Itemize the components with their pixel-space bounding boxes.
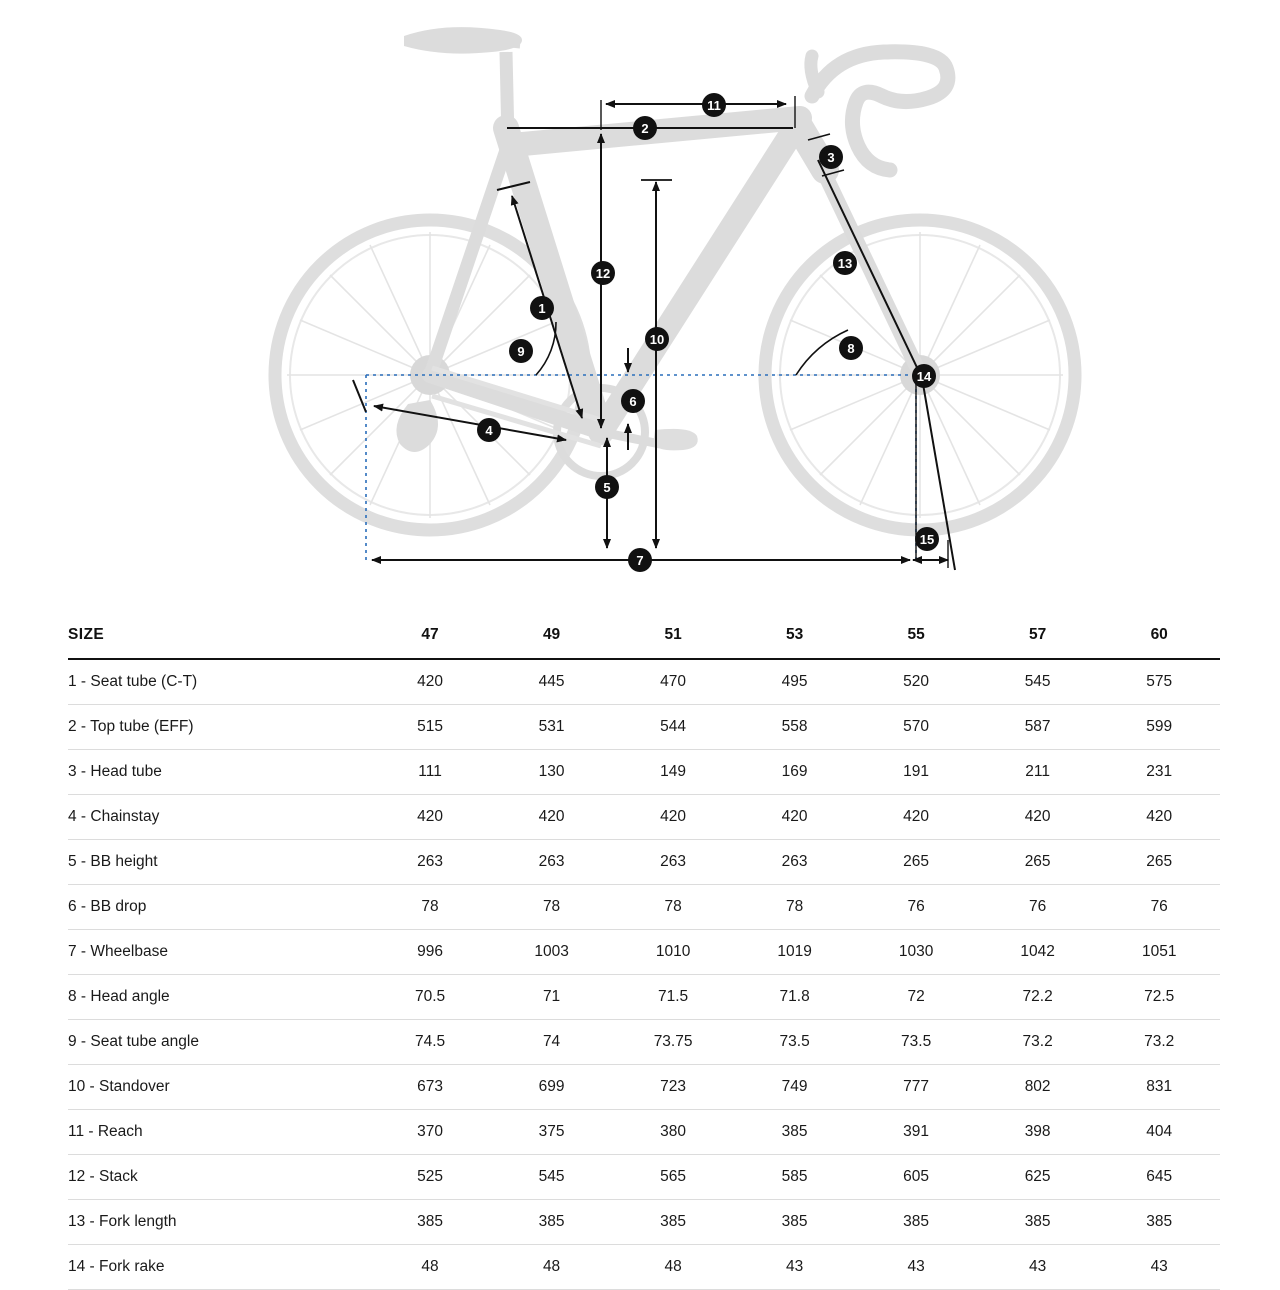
cell: 420 xyxy=(369,795,491,840)
row-label-head-angle: 8 - Head angle xyxy=(68,975,369,1020)
callout-15 xyxy=(915,527,939,551)
cell: 73.5 xyxy=(734,1020,856,1065)
cell: 73.2 xyxy=(977,1020,1099,1065)
cell: 495 xyxy=(734,659,856,705)
svg-text:9: 9 xyxy=(517,344,525,359)
cell: 1030 xyxy=(855,930,977,975)
cell: 48 xyxy=(612,1245,734,1290)
cell: 575 xyxy=(1098,659,1220,705)
header-size-47: 47 xyxy=(369,612,491,659)
cell: 420 xyxy=(491,795,613,840)
callout-9 xyxy=(509,339,533,363)
table-row xyxy=(68,659,1220,705)
cell: 76 xyxy=(855,885,977,930)
bike-silhouette-icon xyxy=(275,27,1075,530)
cell: 385 xyxy=(734,1200,856,1245)
cell: 111 xyxy=(369,750,491,795)
cell: 570 xyxy=(855,705,977,750)
table-row xyxy=(68,1245,1220,1290)
cell: 263 xyxy=(369,840,491,885)
cell: 191 xyxy=(855,750,977,795)
header-size-60: 60 xyxy=(1098,612,1220,659)
cell: 1042 xyxy=(977,930,1099,975)
cell: 420 xyxy=(855,795,977,840)
callout-6 xyxy=(621,389,645,413)
cell: 169 xyxy=(734,750,856,795)
row-label-seat-tube: 1 - Seat tube (C-T) xyxy=(68,659,369,705)
cell: 749 xyxy=(734,1065,856,1110)
cell: 76 xyxy=(1098,885,1220,930)
cell: 265 xyxy=(855,840,977,885)
svg-text:4: 4 xyxy=(485,423,493,438)
cell: 72.5 xyxy=(1098,975,1220,1020)
header-size-53: 53 xyxy=(734,612,856,659)
cell: 370 xyxy=(369,1110,491,1155)
header-size-55: 55 xyxy=(855,612,977,659)
cell: 645 xyxy=(1098,1155,1220,1200)
cell: 673 xyxy=(369,1065,491,1110)
svg-text:8: 8 xyxy=(847,341,855,356)
row-label-top-tube: 2 - Top tube (EFF) xyxy=(68,705,369,750)
cell: 531 xyxy=(491,705,613,750)
cell: 149 xyxy=(612,750,734,795)
table-row xyxy=(68,750,1220,795)
cell: 43 xyxy=(734,1245,856,1290)
cell: 391 xyxy=(855,1110,977,1155)
cell: 43 xyxy=(977,1245,1099,1290)
callout-1 xyxy=(530,296,554,320)
cell: 263 xyxy=(734,840,856,885)
cell: 72.2 xyxy=(977,975,1099,1020)
table-row xyxy=(68,840,1220,885)
cell: 585 xyxy=(734,1155,856,1200)
row-label-wheelbase: 7 - Wheelbase xyxy=(68,930,369,975)
svg-text:2: 2 xyxy=(641,121,649,136)
cell: 420 xyxy=(612,795,734,840)
cell: 385 xyxy=(612,1200,734,1245)
measure-seat-tube-angle xyxy=(536,322,556,375)
cell: 385 xyxy=(369,1200,491,1245)
cell: 265 xyxy=(1098,840,1220,885)
cell: 78 xyxy=(734,885,856,930)
svg-text:6: 6 xyxy=(629,394,637,409)
callout-10 xyxy=(645,327,669,351)
table-row xyxy=(68,1200,1220,1245)
row-label-chainstay: 4 - Chainstay xyxy=(68,795,369,840)
row-label-seat-tube-angle: 9 - Seat tube angle xyxy=(68,1020,369,1065)
cell: 385 xyxy=(734,1110,856,1155)
row-label-fork-length: 13 - Fork length xyxy=(68,1200,369,1245)
cell: 73.2 xyxy=(1098,1020,1220,1065)
cell: 265 xyxy=(977,840,1099,885)
svg-text:10: 10 xyxy=(649,332,665,347)
header-size: SIZE xyxy=(68,612,369,659)
cell: 831 xyxy=(1098,1065,1220,1110)
cell: 43 xyxy=(1098,1245,1220,1290)
cell: 70.5 xyxy=(369,975,491,1020)
cell: 71 xyxy=(491,975,613,1020)
callout-7 xyxy=(628,548,652,572)
cell: 263 xyxy=(612,840,734,885)
cell: 544 xyxy=(612,705,734,750)
table-row xyxy=(68,975,1220,1020)
table-body xyxy=(68,659,1220,1290)
cell: 420 xyxy=(734,795,856,840)
callout-12 xyxy=(591,261,615,285)
cell: 525 xyxy=(369,1155,491,1200)
callout-14 xyxy=(912,364,936,388)
svg-text:15: 15 xyxy=(919,532,935,547)
cell: 71.8 xyxy=(734,975,856,1020)
cell: 996 xyxy=(369,930,491,975)
row-label-bb-height: 5 - BB height xyxy=(68,840,369,885)
svg-text:13: 13 xyxy=(837,256,853,271)
cell: 777 xyxy=(855,1065,977,1110)
callout-11 xyxy=(702,93,726,117)
table-row xyxy=(68,1155,1220,1200)
header-size-57: 57 xyxy=(977,612,1099,659)
cell: 625 xyxy=(977,1155,1099,1200)
geometry-table xyxy=(68,612,1220,1290)
svg-text:5: 5 xyxy=(603,480,611,495)
callout-5 xyxy=(595,475,619,499)
cell: 74 xyxy=(491,1020,613,1065)
table-row xyxy=(68,930,1220,975)
cell: 385 xyxy=(1098,1200,1220,1245)
cell: 723 xyxy=(612,1065,734,1110)
diagram-canvas xyxy=(0,0,1280,600)
svg-text:12: 12 xyxy=(595,266,611,281)
cell: 545 xyxy=(977,659,1099,705)
table-row xyxy=(68,1065,1220,1110)
table-row xyxy=(68,705,1220,750)
header-size-51: 51 xyxy=(612,612,734,659)
cell: 43 xyxy=(855,1245,977,1290)
table-row xyxy=(68,1110,1220,1155)
cell: 420 xyxy=(1098,795,1220,840)
cell: 802 xyxy=(977,1065,1099,1110)
cell: 231 xyxy=(1098,750,1220,795)
geometry-table-container xyxy=(68,612,1220,1290)
cell: 520 xyxy=(855,659,977,705)
cell: 385 xyxy=(855,1200,977,1245)
cell: 78 xyxy=(491,885,613,930)
cell: 587 xyxy=(977,705,1099,750)
cell: 74.5 xyxy=(369,1020,491,1065)
cell: 375 xyxy=(491,1110,613,1155)
cell: 1051 xyxy=(1098,930,1220,975)
frame-geometry-diagram xyxy=(0,0,1280,600)
cell: 78 xyxy=(612,885,734,930)
cell: 78 xyxy=(369,885,491,930)
cell: 599 xyxy=(1098,705,1220,750)
cell: 380 xyxy=(612,1110,734,1155)
svg-text:3: 3 xyxy=(827,150,835,165)
table-row xyxy=(68,885,1220,930)
cell: 73.75 xyxy=(612,1020,734,1065)
svg-text:11: 11 xyxy=(707,98,721,113)
cell: 211 xyxy=(977,750,1099,795)
cell: 420 xyxy=(369,659,491,705)
cell: 420 xyxy=(977,795,1099,840)
row-label-head-tube: 3 - Head tube xyxy=(68,750,369,795)
callout-13 xyxy=(833,251,857,275)
row-label-standover: 10 - Standover xyxy=(68,1065,369,1110)
cell: 130 xyxy=(491,750,613,795)
cell: 72 xyxy=(855,975,977,1020)
cell: 1019 xyxy=(734,930,856,975)
cell: 385 xyxy=(491,1200,613,1245)
callout-3 xyxy=(819,145,843,169)
callout-8 xyxy=(839,336,863,360)
cell: 71.5 xyxy=(612,975,734,1020)
cell: 398 xyxy=(977,1110,1099,1155)
cell: 445 xyxy=(491,659,613,705)
row-label-reach: 11 - Reach xyxy=(68,1110,369,1155)
cell: 515 xyxy=(369,705,491,750)
cell: 48 xyxy=(491,1245,613,1290)
callout-4 xyxy=(477,418,501,442)
cell: 545 xyxy=(491,1155,613,1200)
cell: 263 xyxy=(491,840,613,885)
cell: 1010 xyxy=(612,930,734,975)
svg-text:14: 14 xyxy=(916,369,932,384)
table-row xyxy=(68,795,1220,840)
cell: 565 xyxy=(612,1155,734,1200)
cell: 470 xyxy=(612,659,734,705)
cell: 385 xyxy=(977,1200,1099,1245)
row-label-bb-drop: 6 - BB drop xyxy=(68,885,369,930)
cell: 76 xyxy=(977,885,1099,930)
cell: 1003 xyxy=(491,930,613,975)
cell: 605 xyxy=(855,1155,977,1200)
cell: 73.5 xyxy=(855,1020,977,1065)
row-label-stack: 12 - Stack xyxy=(68,1155,369,1200)
cell: 404 xyxy=(1098,1110,1220,1155)
callout-2 xyxy=(633,116,657,140)
cell: 558 xyxy=(734,705,856,750)
table-header-row xyxy=(68,612,1220,659)
cell: 48 xyxy=(369,1245,491,1290)
svg-text:7: 7 xyxy=(636,553,644,568)
cell: 699 xyxy=(491,1065,613,1110)
row-label-fork-rake: 14 - Fork rake xyxy=(68,1245,369,1290)
svg-text:1: 1 xyxy=(538,301,546,316)
header-size-49: 49 xyxy=(491,612,613,659)
table-row xyxy=(68,1020,1220,1065)
measure-fork-length xyxy=(818,160,922,378)
